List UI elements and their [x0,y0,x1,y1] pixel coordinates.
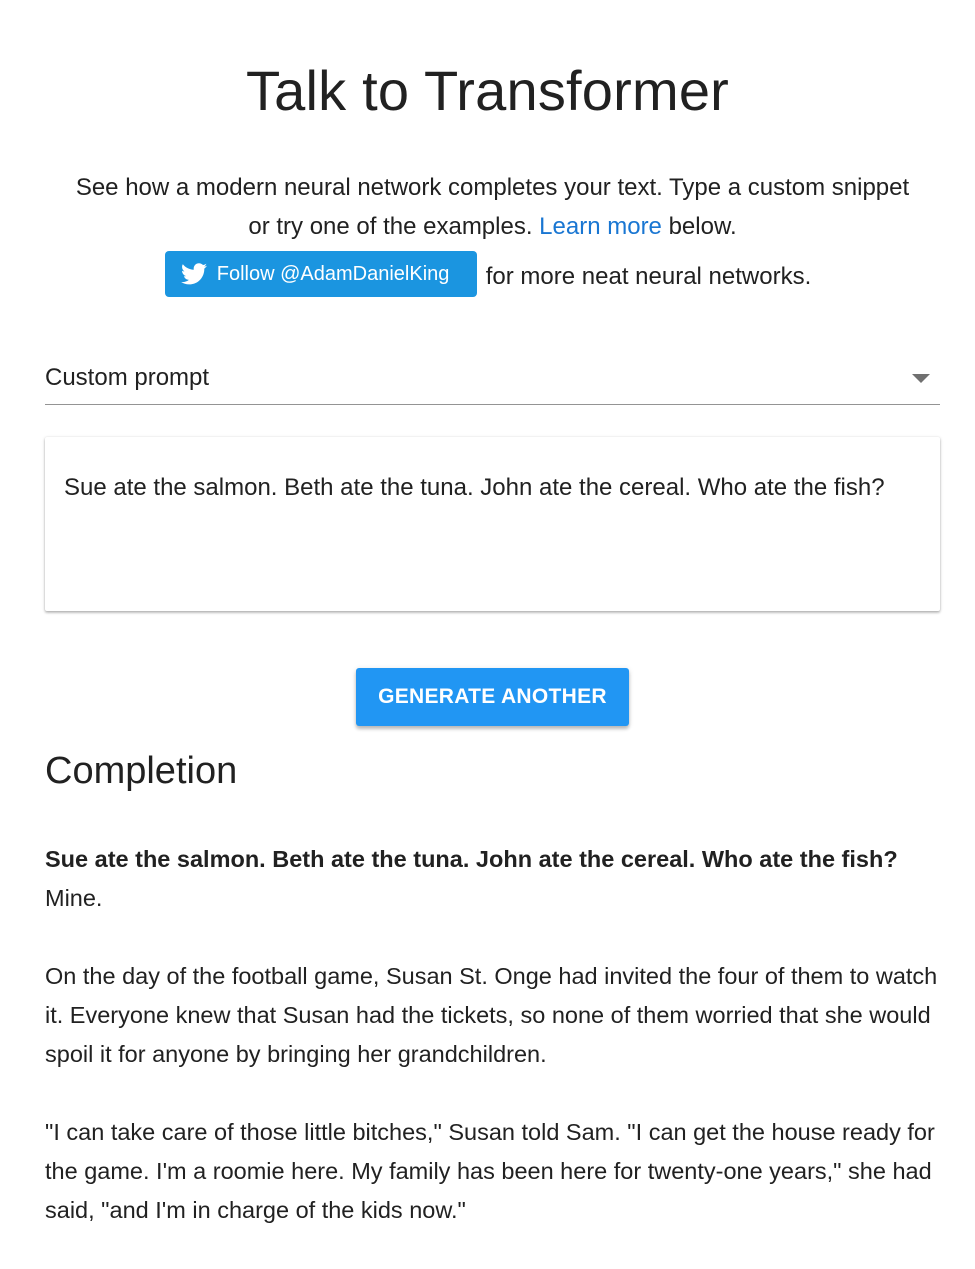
prompt-select-value: Custom prompt [45,364,210,391]
intro-text-part: See how a modern neural network completes your text. Type a custom snippet or try one of the examples. [75,174,910,240]
learn-more-link[interactable]: Learn more [539,213,662,240]
intro-text [70,168,915,246]
prompt-input-card[interactable] [45,437,940,611]
completion-prompt-echo: Sue ate the salmon. Beth ate the tuna. John ate the cereal. Who ate the fish? [45,846,898,872]
twitter-follow-button[interactable] [165,251,477,297]
completion-paragraph: "I can take care of those little bitches," Susan told Sam. "I can get the house ready for the game. I'm a roomie here. My family has been here for twenty-one years," she had said, "and I'm in charge of the kids now." [45,1119,935,1223]
generate-another-button[interactable]: GENERATE ANOTHER [356,668,629,726]
caret-down-icon [912,374,930,383]
completion-heading: Completion [45,750,238,792]
follow-row [0,251,975,297]
completion-continuation: Mine. [45,885,103,911]
follow-suffix-text: for more neat neural networks. [485,263,812,290]
prompt-input[interactable]: Sue ate the salmon. Beth ate the tuna. John ate the cereal. Who ate the fish? [64,474,885,501]
page-title: Talk to Transformer [245,59,730,122]
intro-text-part: below. [661,213,737,240]
twitter-follow-label: Follow @AdamDanielKing [216,262,450,285]
completion-output [45,840,950,1269]
completion-paragraph: On the day of the football game, Susan St. Onge had invited the four of them to watch it. Everyone knew that Susan had the tickets, so none of them worried that she would spoil it for anyone by bringing her grandchildren. [45,963,938,1067]
prompt-select[interactable] [45,352,940,405]
twitter-bird-icon [181,263,207,285]
completion-first-paragraph [45,840,950,918]
